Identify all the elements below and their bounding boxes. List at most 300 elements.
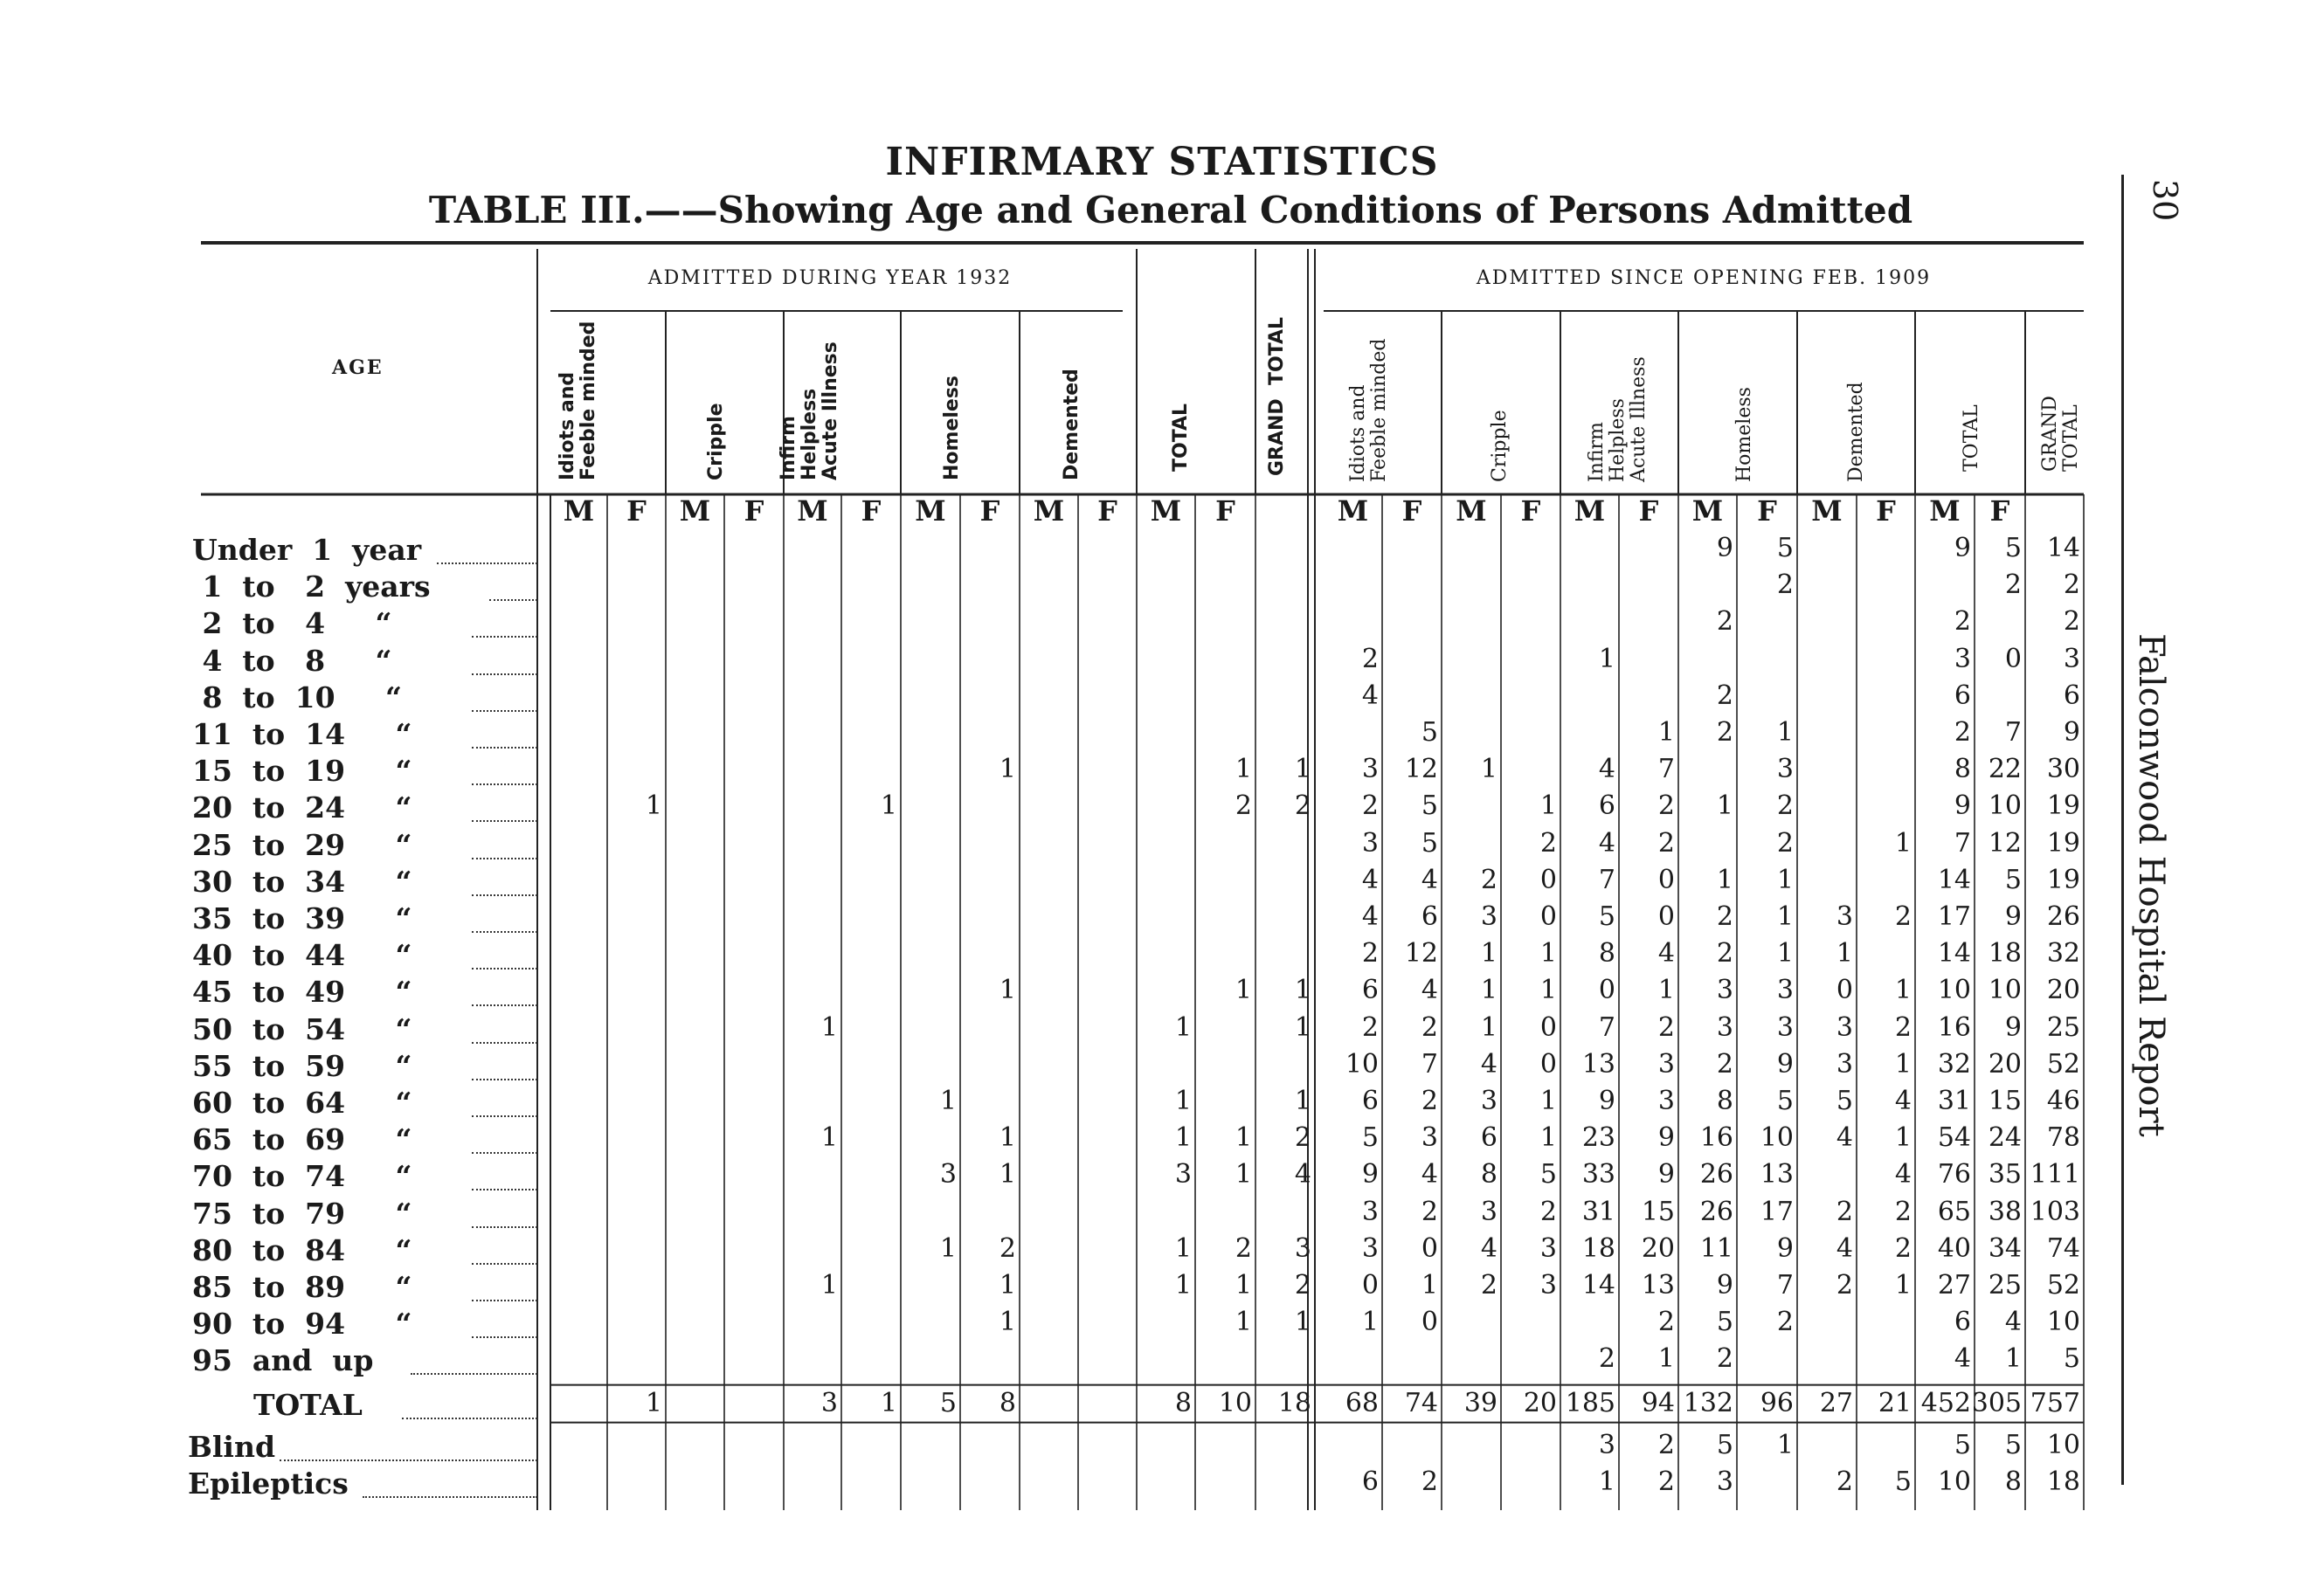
g2-value-cell: 132 [1683, 1387, 1733, 1418]
g2-sex-header: F [1638, 494, 1659, 528]
g2-value-cell: 26 [1699, 1196, 1733, 1227]
g2-value-cell: 2 [1657, 790, 1675, 822]
leader-dots [472, 1226, 537, 1228]
g2-value-cell: 2 [1716, 1048, 1733, 1080]
g1-value-cell: 1 [1174, 1086, 1192, 1116]
g2-value-cell: 20 [1641, 1232, 1675, 1264]
g1-sex-header: M [1150, 494, 1182, 528]
g2-value-cell: 1 [1836, 938, 1853, 970]
g2-value-cell: 0 [1598, 975, 1615, 1006]
g2-value-cell: 0 [1539, 1048, 1557, 1080]
g2-col-label: Homeless [1733, 387, 1755, 482]
g1-value-cell: 2 [999, 1232, 1016, 1264]
leader-dots [472, 1189, 537, 1190]
g2-col-label: Infirm Helpless Acute Illness [1586, 356, 1650, 482]
g2-value-cell: 1 [1776, 1429, 1794, 1460]
g2-value-cell: 18 [1581, 1232, 1615, 1264]
leader-dots [489, 599, 537, 601]
age-row-label: 8 to 10 “ [192, 680, 403, 714]
age-row-label: 40 to 44 “ [192, 938, 412, 973]
g2-value-cell: 35 [1988, 1159, 2022, 1190]
g1-value-cell: 2 [1235, 1232, 1252, 1264]
age-column-header: AGE [332, 356, 384, 379]
g2-sex-header: M [1574, 494, 1606, 528]
g2-value-cell: 4 [1836, 1232, 1853, 1264]
g2-value-cell: 0 [1539, 864, 1557, 895]
g2-value-cell: 5 [1421, 790, 1438, 822]
g2-value-cell: 2 [1894, 1196, 1912, 1227]
g1-value-cell: 1 [1235, 975, 1252, 1006]
g2-value-cell: 1 [1539, 938, 1557, 970]
g2-value-cell: 2 [1421, 1011, 1438, 1043]
g1-value-cell: 1 [999, 1159, 1016, 1190]
g1-total-label: TOTAL [1170, 403, 1192, 472]
leader-dots [411, 1373, 537, 1375]
g2-value-cell: 27 [1937, 1270, 1971, 1301]
g2-value-cell: 10 [1988, 975, 2022, 1006]
side-running-title: Falconwood Hospital Report [2131, 633, 2171, 1137]
g2-value-cell: 1 [1657, 975, 1675, 1006]
g2-value-cell: 1 [1894, 1048, 1912, 1080]
g1-value-cell: 1 [1294, 1086, 1311, 1116]
g2-value-cell: 8 [2004, 1466, 2022, 1497]
g1-value-cell: 1 [1235, 1270, 1252, 1301]
g2-value-cell: 6 [1598, 790, 1615, 822]
g2-value-cell: 39 [1463, 1387, 1497, 1418]
g2-value-cell: 25 [1988, 1270, 2022, 1301]
g2-value-cell: 6 [1361, 1086, 1379, 1116]
g2-value-cell: 9 [2063, 717, 2080, 748]
g1-sex-header: F [1215, 494, 1235, 528]
g2-value-cell: 2 [1954, 717, 1971, 748]
age-row-label: 70 to 74 “ [192, 1159, 412, 1194]
g2-value-cell: 5 [1716, 1429, 1733, 1460]
g2-value-cell: 9 [1776, 1048, 1794, 1080]
g2-value-cell: 8 [1480, 1159, 1497, 1190]
g2-value-cell: 4 [1894, 1086, 1912, 1116]
condition-row-label: Blind [188, 1429, 276, 1464]
g1-sex-header: F [861, 494, 882, 528]
g1-sex-header: M [1033, 494, 1065, 528]
leader-dots [472, 710, 537, 712]
g2-value-cell: 12 [1404, 938, 1438, 970]
age-row-label: 65 to 69 “ [192, 1122, 412, 1157]
g2-value-cell: 2 [1836, 1196, 1853, 1227]
g2-value-cell: 2 [1539, 1196, 1557, 1227]
g2-value-cell: 16 [1937, 1011, 1971, 1043]
g2-value-cell: 1 [1776, 938, 1794, 970]
g2-value-cell: 2 [1894, 1011, 1912, 1043]
g2-value-cell: 76 [1937, 1159, 1971, 1190]
g2-sex-header: F [1989, 494, 2010, 528]
g2-value-cell: 2 [1716, 901, 1733, 932]
g2-value-cell: 1 [1539, 1122, 1557, 1154]
g2-value-cell: 6 [1954, 680, 1971, 711]
g2-sex-header: M [1456, 494, 1487, 528]
g2-value-cell: 6 [1421, 901, 1438, 932]
g2-value-cell: 2 [1421, 1466, 1438, 1497]
g2-value-cell: 52 [2046, 1048, 2080, 1080]
leader-dots [437, 562, 537, 564]
g2-value-cell: 2 [1836, 1270, 1853, 1301]
leader-dots [472, 783, 537, 785]
g1-value-cell: 1 [1294, 975, 1311, 1006]
g2-value-cell: 2 [1716, 1343, 1733, 1375]
g1-value-cell: 5 [939, 1387, 957, 1418]
g2-sex-header: M [1691, 494, 1724, 528]
g2-value-cell: 14 [1937, 864, 1971, 895]
g2-value-cell: 13 [1641, 1270, 1675, 1301]
g1-value-cell: 1 [880, 1387, 897, 1418]
g2-value-cell: 5 [1598, 901, 1615, 932]
g2-value-cell: 2 [1421, 1086, 1438, 1116]
g2-value-cell: 2 [1836, 1466, 1853, 1497]
g2-value-cell: 78 [2046, 1122, 2080, 1154]
g2-value-cell: 32 [1937, 1048, 1971, 1080]
g2-value-cell: 1 [1598, 1466, 1615, 1497]
g2-value-cell: 2 [2063, 569, 2080, 601]
g2-value-cell: 2 [1539, 827, 1557, 859]
g1-value-cell: 1 [1235, 1159, 1252, 1190]
g2-value-cell: 12 [1404, 754, 1438, 785]
g2-value-cell: 21 [1878, 1387, 1912, 1418]
page-number: 30 [2146, 179, 2184, 222]
g2-value-cell: 74 [2046, 1232, 2080, 1264]
g1-value-cell: 1 [1294, 1011, 1311, 1043]
g2-value-cell: 7 [2004, 717, 2022, 748]
g2-value-cell: 26 [2046, 901, 2080, 932]
leader-dots [472, 1263, 537, 1265]
g2-value-cell: 38 [1988, 1196, 2022, 1227]
g2-value-cell: 2 [1361, 1011, 1379, 1043]
g1-value-cell: 1 [939, 1232, 957, 1264]
age-row-label: Under 1 year [192, 533, 422, 567]
g2-value-cell: 3 [1361, 754, 1379, 785]
g2-value-cell: 3 [1657, 1086, 1675, 1116]
g2-value-cell: 10 [1937, 975, 1971, 1006]
leader-dots [472, 1115, 537, 1117]
g2-value-cell: 5 [1836, 1086, 1853, 1116]
leader-dots [472, 1336, 537, 1338]
g2-value-cell: 5 [2004, 533, 2022, 563]
g2-value-cell: 23 [1581, 1122, 1615, 1154]
g2-value-cell: 19 [2046, 864, 2080, 895]
g2-value-cell: 4 [1361, 864, 1379, 895]
leader-dots [472, 1300, 537, 1301]
g2-value-cell: 3 [1716, 975, 1733, 1006]
g1-value-cell: 3 [820, 1387, 838, 1418]
page-title: INFIRMARY STATISTICS [885, 140, 1439, 184]
age-row-label: 4 to 8 “ [192, 643, 392, 678]
g2-value-cell: 5 [1539, 1159, 1557, 1190]
g2-value-cell: 9 [1657, 1122, 1675, 1154]
g1-value-cell: 1 [999, 1270, 1016, 1301]
age-row-label: 90 to 94 “ [192, 1307, 412, 1342]
g2-value-cell: 111 [2030, 1159, 2080, 1190]
g1-grand-label: GRAND TOTAL [1266, 316, 1288, 476]
g1-value-cell: 1 [999, 754, 1016, 785]
age-row-label: 80 to 84 “ [192, 1232, 412, 1267]
g1-value-cell: 1 [820, 1270, 838, 1301]
g2-value-cell: 1 [1776, 901, 1794, 932]
leader-dots [472, 858, 537, 859]
g2-value-cell: 4 [1598, 754, 1615, 785]
g2-value-cell: 4 [1480, 1232, 1497, 1264]
g2-value-cell: 1 [1539, 790, 1557, 822]
age-row-label: 1 to 2 years [192, 569, 431, 604]
g2-value-cell: 2 [1657, 827, 1675, 859]
g2-value-cell: 2 [1480, 864, 1497, 895]
g1-value-cell: 1 [880, 790, 897, 822]
g2-value-cell: 1 [2004, 1343, 2022, 1375]
g2-value-cell: 1 [1894, 827, 1912, 859]
g1-value-cell: 1 [820, 1011, 838, 1043]
g2-value-cell: 2 [2063, 606, 2080, 638]
g2-value-cell: 1 [1716, 790, 1733, 822]
g2-value-cell: 3 [1836, 901, 1853, 932]
g2-value-cell: 3 [1539, 1270, 1557, 1301]
g2-value-cell: 2 [1657, 1011, 1675, 1043]
g2-value-cell: 3 [1361, 827, 1379, 859]
g2-value-cell: 3 [1776, 1011, 1794, 1043]
g2-value-cell: 7 [1954, 827, 1971, 859]
g1-sex-header: F [744, 494, 764, 528]
g2-value-cell: 10 [1345, 1048, 1379, 1080]
g2-value-cell: 0 [1836, 975, 1853, 1006]
g2-value-cell: 10 [1988, 790, 2022, 822]
g2-value-cell: 305 [1971, 1387, 2022, 1418]
g2-value-cell: 7 [1776, 1270, 1794, 1301]
g1-value-cell: 1 [939, 1086, 957, 1116]
g2-value-cell: 2 [1657, 1429, 1675, 1460]
g2-value-cell: 4 [1480, 1048, 1497, 1080]
g1-value-cell: 1 [645, 1387, 662, 1418]
g2-value-cell: 14 [2046, 533, 2080, 563]
g2-value-cell: 1 [1480, 938, 1497, 970]
g2-value-cell: 54 [1937, 1122, 1971, 1154]
g1-value-cell: 3 [939, 1159, 957, 1190]
g2-value-cell: 2 [1716, 938, 1733, 970]
g2-sex-header: F [1757, 494, 1777, 528]
g2-value-cell: 5 [2004, 1429, 2022, 1460]
g2-value-cell: 16 [1699, 1122, 1733, 1154]
g2-value-cell: 31 [1581, 1196, 1615, 1227]
age-row-label: 35 to 39 “ [192, 901, 412, 935]
g2-value-cell: 3 [1480, 1086, 1497, 1116]
g2-value-cell: 2 [1361, 790, 1379, 822]
g2-value-cell: 5 [1421, 717, 1438, 748]
g2-sex-header: M [1337, 494, 1369, 528]
g1-sex-header: M [563, 494, 595, 528]
g2-value-cell: 4 [1361, 680, 1379, 711]
g2-value-cell: 12 [1988, 827, 2022, 859]
g2-value-cell: 4 [1894, 1159, 1912, 1190]
g2-value-cell: 2 [1954, 606, 1971, 638]
age-row-label: 2 to 4 “ [192, 606, 392, 641]
g2-value-cell: 6 [1361, 1466, 1379, 1497]
g2-value-cell: 52 [2046, 1270, 2080, 1301]
g1-value-cell: 1 [1174, 1011, 1192, 1043]
g2-value-cell: 2 [1361, 643, 1379, 674]
g2-value-cell: 9 [1657, 1159, 1675, 1190]
g2-value-cell: 3 [1480, 901, 1497, 932]
g2-value-cell: 10 [2046, 1307, 2080, 1338]
g2-value-cell: 1 [1894, 975, 1912, 1006]
g2-value-cell: 1 [1480, 1011, 1497, 1043]
g2-value-cell: 15 [1988, 1086, 2022, 1116]
g2-value-cell: 4 [1421, 864, 1438, 895]
age-row-label: 60 to 64 “ [192, 1086, 412, 1120]
g1-col-label: Infirm Helpless Acute Illness [778, 342, 841, 480]
g2-value-cell: 2 [1421, 1196, 1438, 1227]
age-row-label: 95 and up [192, 1343, 374, 1378]
g2-value-cell: 4 [1598, 827, 1615, 859]
g2-value-cell: 18 [2046, 1466, 2080, 1497]
g2-value-cell: 4 [1421, 1159, 1438, 1190]
group-header-since-1909: ADMITTED SINCE OPENING FEB. 1909 [1476, 267, 1932, 289]
g1-value-cell: 1 [1235, 1307, 1252, 1338]
g2-value-cell: 2 [1894, 901, 1912, 932]
g1-sex-header: M [679, 494, 711, 528]
g2-value-cell: 185 [1565, 1387, 1615, 1418]
g2-value-cell: 2 [1894, 1232, 1912, 1264]
g2-value-cell: 3 [1480, 1196, 1497, 1227]
g2-value-cell: 2 [1657, 1307, 1675, 1338]
g2-value-cell: 20 [2046, 975, 2080, 1006]
g1-col-label: Homeless [941, 375, 963, 480]
g2-value-cell: 15 [1641, 1196, 1675, 1227]
age-row-label: 55 to 59 “ [192, 1048, 412, 1083]
g2-value-cell: 68 [1345, 1387, 1379, 1418]
g2-sex-header: F [1401, 494, 1422, 528]
g2-value-cell: 2 [1776, 827, 1794, 859]
g2-value-cell: 96 [1760, 1387, 1794, 1418]
g2-value-cell: 17 [1760, 1196, 1794, 1227]
g2-value-cell: 0 [1657, 864, 1675, 895]
age-row-label: 11 to 14 “ [192, 717, 412, 751]
condition-row-label: Epileptics [188, 1466, 349, 1501]
leader-dots [363, 1496, 537, 1498]
g2-value-cell: 452 [1920, 1387, 1971, 1418]
g2-value-cell: 1 [1361, 1307, 1379, 1338]
g2-value-cell: 2 [1776, 790, 1794, 822]
g2-value-cell: 18 [1988, 938, 2022, 970]
g1-value-cell: 1 [1174, 1232, 1192, 1264]
g2-value-cell: 3 [1776, 975, 1794, 1006]
g2-total-label: TOTAL [1961, 404, 1982, 472]
g2-value-cell: 5 [1716, 1307, 1733, 1338]
g2-value-cell: 6 [1361, 975, 1379, 1006]
g2-value-cell: 2 [1716, 717, 1733, 748]
g2-value-cell: 27 [1819, 1387, 1853, 1418]
g2-value-cell: 7 [1421, 1048, 1438, 1080]
g2-value-cell: 10 [1937, 1466, 1971, 1497]
g1-value-cell: 4 [1294, 1159, 1311, 1190]
g2-value-cell: 5 [1361, 1122, 1379, 1154]
g1-value-cell: 2 [1294, 790, 1311, 822]
g2-value-cell: 9 [1716, 1270, 1733, 1301]
g2-value-cell: 3 [1539, 1232, 1557, 1264]
leader-dots [472, 894, 537, 896]
g2-value-cell: 3 [1657, 1048, 1675, 1080]
g2-value-cell: 1 [1776, 717, 1794, 748]
g2-value-cell: 14 [1581, 1270, 1615, 1301]
g2-value-cell: 5 [1954, 1429, 1971, 1460]
g2-value-cell: 6 [1480, 1122, 1497, 1154]
g2-value-cell: 5 [1421, 827, 1438, 859]
g2-value-cell: 10 [2046, 1429, 2080, 1460]
g2-value-cell: 46 [2046, 1086, 2080, 1116]
g2-value-cell: 5 [2063, 1343, 2080, 1375]
g2-value-cell: 10 [1760, 1122, 1794, 1154]
g1-value-cell: 8 [999, 1387, 1016, 1418]
g2-value-cell: 2 [1598, 1343, 1615, 1375]
g1-value-cell: 10 [1218, 1387, 1252, 1418]
g1-value-cell: 1 [1174, 1270, 1192, 1301]
g2-sex-header: F [1876, 494, 1896, 528]
g2-value-cell: 1 [1598, 643, 1615, 674]
leader-dots [472, 1042, 537, 1044]
g2-value-cell: 11 [1699, 1232, 1733, 1264]
g2-value-cell: 7 [1598, 864, 1615, 895]
g2-value-cell: 19 [2046, 827, 2080, 859]
g1-sex-header: F [1097, 494, 1117, 528]
g2-value-cell: 2 [1716, 680, 1733, 711]
g2-value-cell: 0 [1361, 1270, 1379, 1301]
g2-value-cell: 30 [2046, 754, 2080, 785]
g2-value-cell: 33 [1581, 1159, 1615, 1190]
g2-value-cell: 25 [2046, 1011, 2080, 1043]
g2-value-cell: 74 [1404, 1387, 1438, 1418]
g2-sex-header: M [1811, 494, 1843, 528]
g2-value-cell: 1 [1657, 1343, 1675, 1375]
g2-value-cell: 1 [1480, 754, 1497, 785]
g2-value-cell: 13 [1581, 1048, 1615, 1080]
g2-value-cell: 9 [1776, 1232, 1794, 1264]
leader-dots [472, 636, 537, 638]
age-row-label: 50 to 54 “ [192, 1011, 412, 1046]
g2-value-cell: 103 [2030, 1196, 2080, 1227]
age-row-label: 30 to 34 “ [192, 864, 412, 899]
g2-value-cell: 8 [1954, 754, 1971, 785]
leader-dots [472, 968, 537, 970]
g2-value-cell: 9 [1716, 533, 1733, 563]
group-header-1932: ADMITTED DURING YEAR 1932 [647, 267, 1013, 289]
g2-value-cell: 22 [1988, 754, 2022, 785]
g2-value-cell: 2 [1776, 1307, 1794, 1338]
g2-value-cell: 757 [2030, 1387, 2080, 1418]
g2-value-cell: 0 [1421, 1307, 1438, 1338]
g2-value-cell: 0 [1539, 1011, 1557, 1043]
g2-col-label: Cripple [1489, 410, 1511, 482]
g1-value-cell: 18 [1277, 1387, 1311, 1418]
g2-sex-header: M [1929, 494, 1961, 528]
g2-col-label: Idiots and Feeble minded [1347, 338, 1390, 482]
age-row-label: 85 to 89 “ [192, 1270, 412, 1304]
g2-value-cell: 14 [1937, 938, 1971, 970]
g2-value-cell: 5 [1894, 1466, 1912, 1497]
g2-col-label: Demented [1845, 382, 1867, 482]
g2-value-cell: 0 [1539, 901, 1557, 932]
g2-value-cell: 1 [1716, 864, 1733, 895]
g1-value-cell: 1 [645, 790, 662, 822]
g2-value-cell: 3 [1836, 1048, 1853, 1080]
g2-value-cell: 9 [1954, 790, 1971, 822]
g1-sex-header: F [626, 494, 647, 528]
g2-value-cell: 2 [1361, 938, 1379, 970]
g2-value-cell: 31 [1937, 1086, 1971, 1116]
g2-value-cell: 1 [1539, 1086, 1557, 1116]
